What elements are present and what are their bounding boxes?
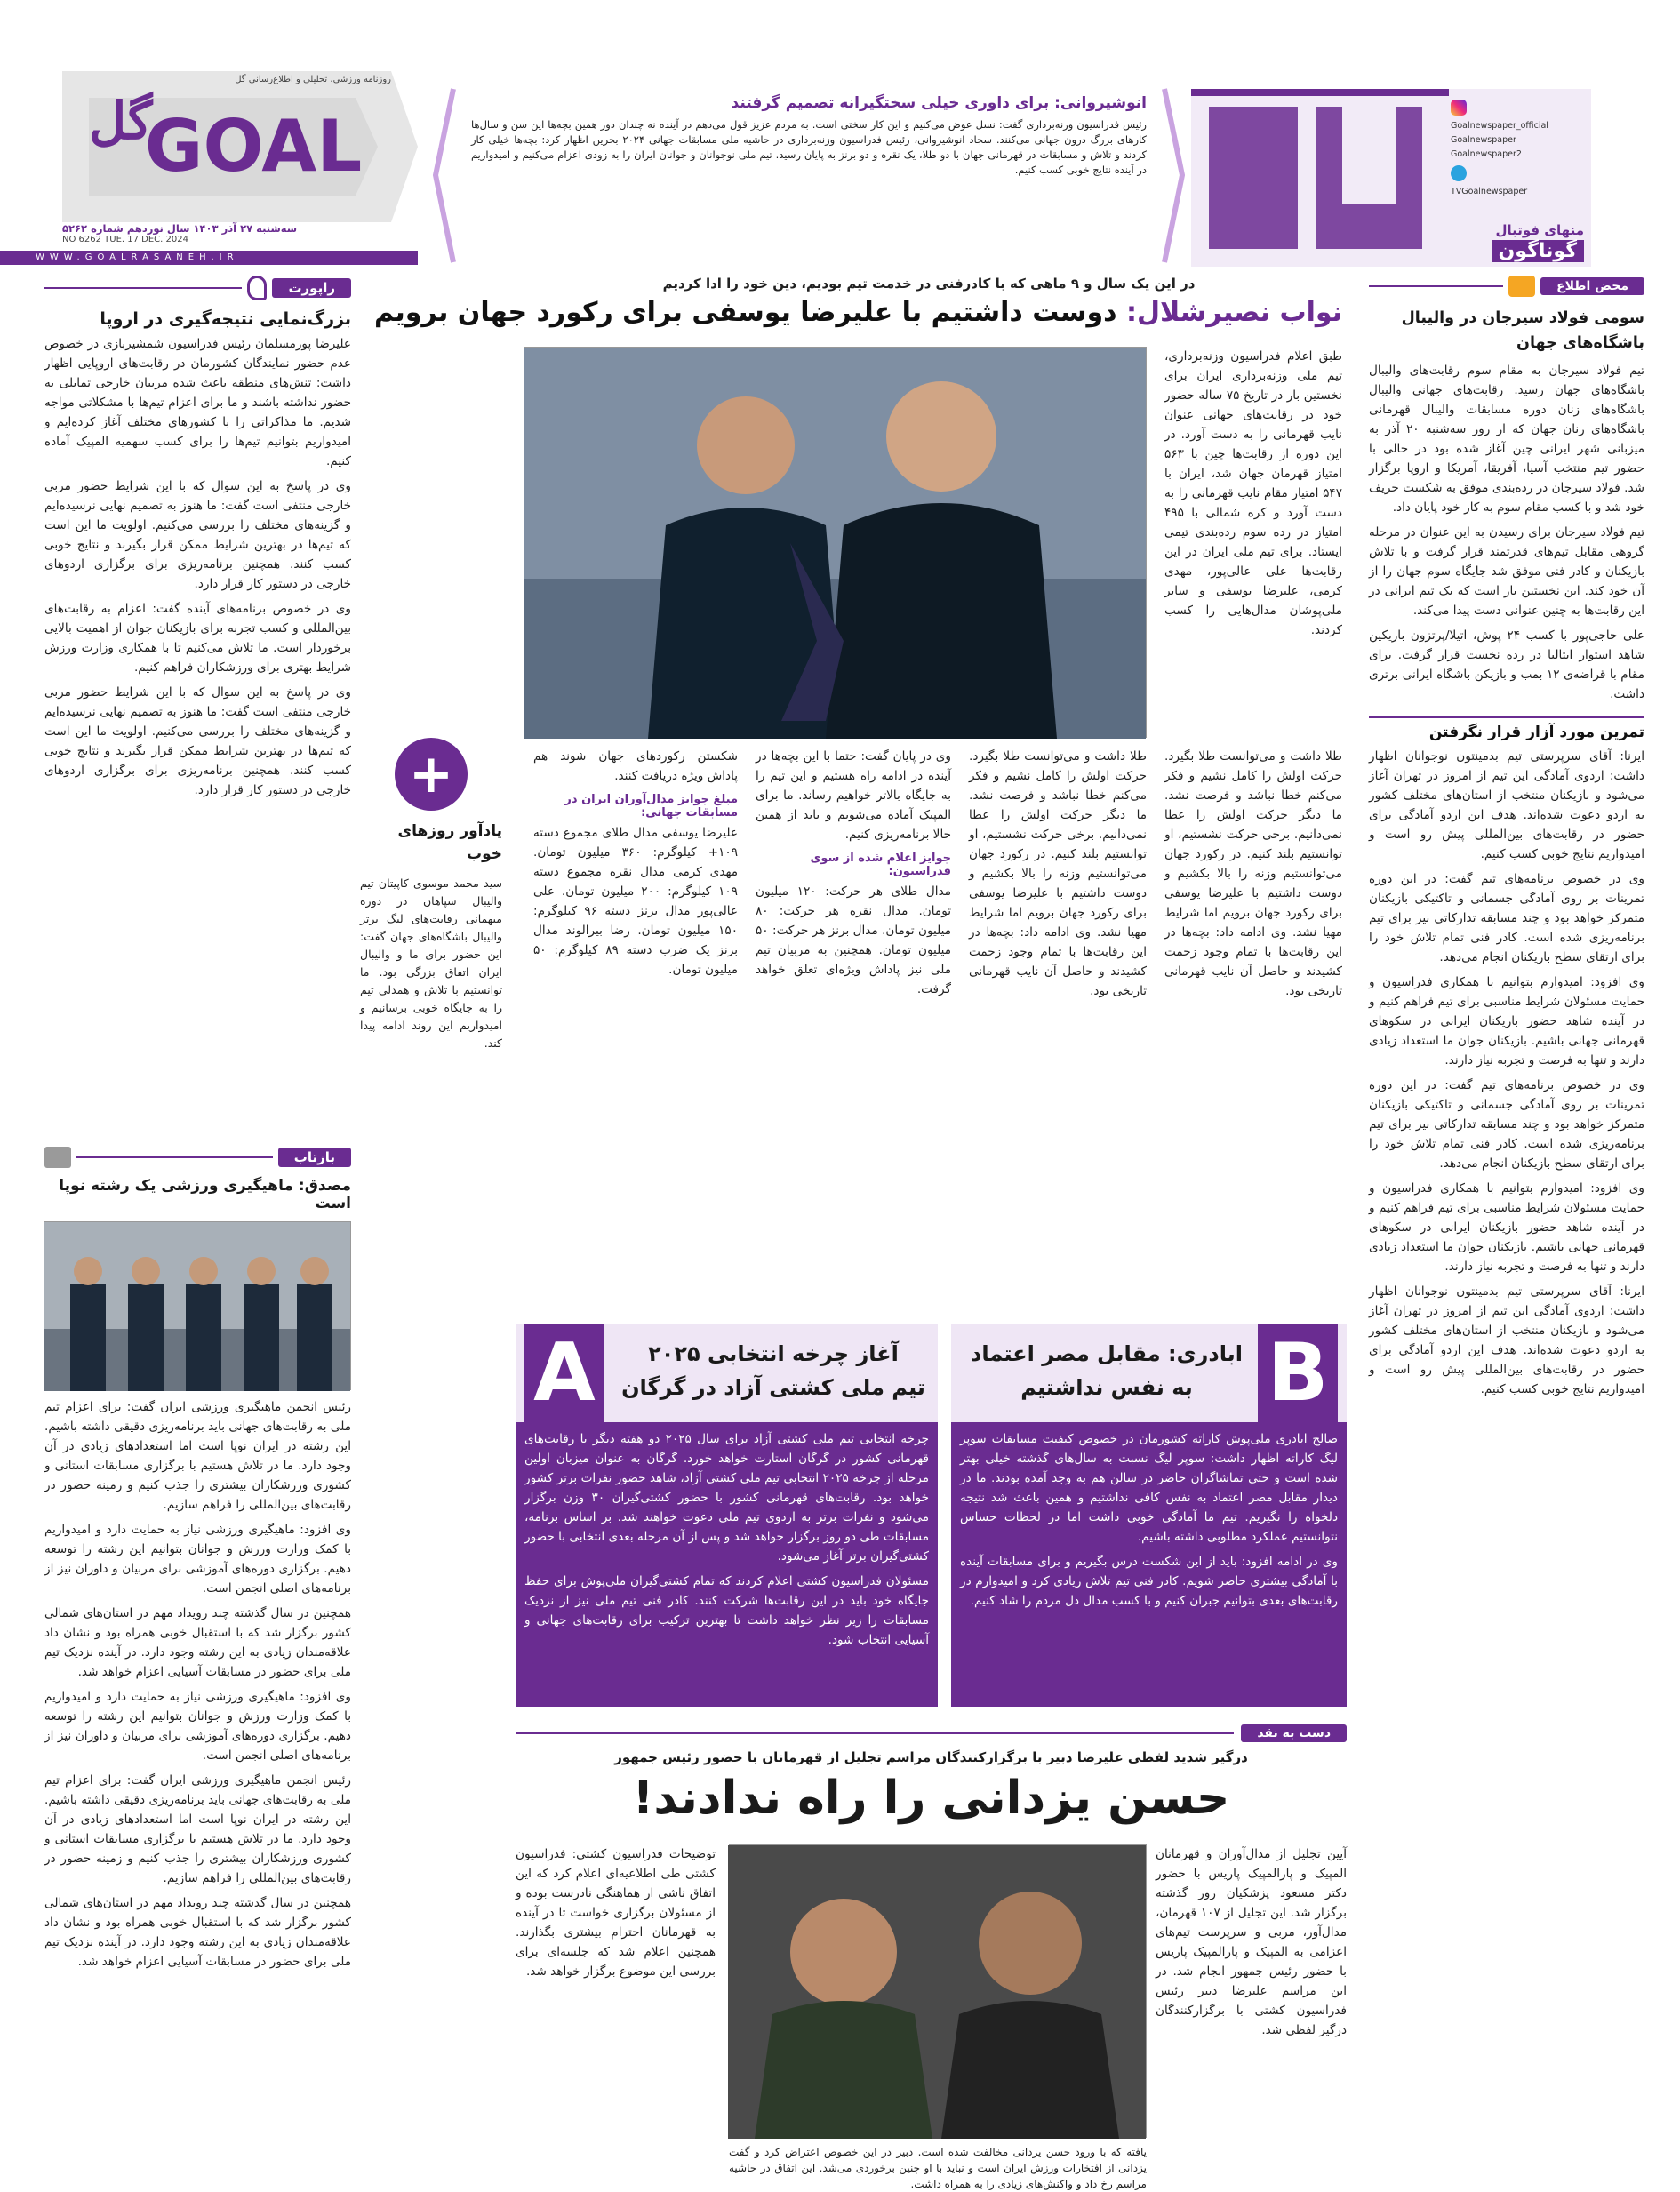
- story-b-body-box: [951, 1422, 1347, 1707]
- logo-fa: گل: [89, 91, 153, 151]
- tagline: روزنامه ورزشی، تحلیلی و اطلاع‌رسانی گل: [235, 75, 391, 84]
- wrestlers-photo: [728, 1845, 1146, 2139]
- paragraph: وی افزود: ماهیگیری ورزشی نیاز به حمایت دارد و امیدواریم با کمک وزارت ورزش و جوانان بتوانیم این رشته را توسعه دهیم. برگزاری دوره‌های آموزشی برای مربیان و داوران نیز از برنامه‌های اصلی انجمن است.: [44, 1690, 351, 1763]
- paragraph: رئیس انجمن ماهیگیری ورزشی ایران گفت: برای اعزام تیم ملی به رقابت‌های جهانی باید برنامه‌ریزی دقیقی داشته باشیم. این رشته در ایران نوپا است اما استعدادهای زیادی در آن وجود دارد. ما در تلاش هستیم با برگزاری مسابقات استانی و کشوری ورزشکاران بیشتری را جذب کنیم و زمینه حضور در رقابت‌های بین‌المللی را فراهم سازیم.: [44, 1400, 351, 1512]
- title-line: به نفس نداشتیم: [1020, 1375, 1193, 1400]
- story-b: [951, 1324, 1347, 1716]
- main-col2: طلا داشت و می‌توانست طلا بگیرد. حرکت اولش را کامل نشیم و فکر می‌کنم خطا نباشد و فرصت نشد. ما دیگر حرکت اولش را عطا نمی‌دانیم. برخی حرکت نشستیم، او توانستیم بلند کنیم. در رکورد جهان می‌توانستیم وزنه را بالا بکشیم و دوست داشتیم با علیرضا یوسفی برای رکورد جهان برویم اما شرایط مهیا نشد. وی ادامه داد: بچه‌ها در این رقابت‌ها با تمام وجود زحمت کشیدند و حاصل آن نایب قهرمانی تاریخی بود.: [969, 749, 1147, 998]
- article-body: [1369, 747, 1644, 1399]
- social-item: TVGoalnewspaper: [1451, 187, 1528, 196]
- paragraph: تیم فولاد سیرجان برای رسیدن به این عنوان در مرحله گروهی مقابل تیم‌های قدرتمند قرار گرفت و با تلاش بازیکنان و کادر فنی موفق شد جایگاه سوم جهان را از آن خود کند. این نخستین بار است که یک تیم ایرانی در این رقابت‌ها به چنین عنوانی دست پیدا می‌کند.: [1369, 525, 1644, 618]
- paragraph: ایرنا: آقای سرپرستی تیم بدمینتون نوجوانان اظهار داشت: اردوی آمادگی این تیم از امروز در تهران آغاز می‌شود و بازیکنان منتخب از استان‌های مختلف کشور به اردو دعوت شده‌اند. هدف این اردو آمادگی برای حضور در رقابت‌های بین‌المللی پیش رو است و امیدواریم نتایج خوبی کسب کنیم.: [1369, 1284, 1644, 1396]
- section-badge: [1191, 89, 1591, 267]
- story-b-letter: B: [1258, 1324, 1338, 1422]
- news-column-right: [1369, 276, 1644, 2169]
- section-tag: بازتاب: [278, 1148, 351, 1167]
- main-col1b: طلا داشت و می‌توانست طلا بگیرد. حرکت اولش را کامل نشیم و فکر می‌کنم خطا نباشد و فرصت نشد. ما دیگر حرکت اولش را عطا نمی‌دانیم. برخی حرکت نشستیم، او توانستیم بلند کنیم. در رکورد جهان می‌توانستیم وزنه را بالا بکشیم و دوست داشتیم با علیرضا یوسفی برای رکورد جهان برویم اما شرایط مهیا نشد. وی ادامه داد: بچه‌ها در این رقابت‌ها با تمام وجود زحمت کشیدند و حاصل آن نایب قهرمانی تاریخی بود.: [1164, 749, 1342, 998]
- bottom-col-left: توضیحات فدراسیون کشتی: فدراسیون کشتی طی اطلاعیه‌ای اعلام کرد که این اتفاق ناشی از هماهنگی نادرست بوده و از مسئولان برگزاری خواست تا در آینده به قهرمانان احترام بیشتری بگذارند. همچنین اعلام شد که جلسه‌ای برای بررسی این موضوع برگزار خواهد شد.: [516, 1847, 716, 1979]
- paragraph: ایرنا: آقای سرپرستی تیم بدمینتون نوجوانان اظهار داشت: اردوی آمادگی این تیم از امروز در تهران آغاز می‌شود و بازیکنان منتخب از استان‌های مختلف کشور به اردو دعوت شده‌اند. هدف این اردو آمادگی برای حضور در رقابت‌های بین‌المللی پیش رو است و امیدواریم نتایج خوبی کسب کنیم.: [1369, 749, 1644, 861]
- section-tag: محض اطلاع: [1540, 277, 1644, 295]
- image-icon: [44, 1147, 71, 1168]
- top-news-body: رئیس فدراسیون وزنه‌برداری گفت: نسل عوض می‌کنیم و این کار سختی است. به مردم عزیز قول می‌دهم در آینده نه چندان دور همین بچه‌ها این سن و سال‌ها کارهای بزرگ درون جهانی می‌کنند. سجاد انوشیروانی، رئیس فدراسیون وزنه‌برداری در حاشیه ملی مسابقات جهانی ۲۰۲۴ بحرین اظهار کرد: بچه‌ها خیلی کار کردند و تلاش و مسابقات در قهرمانی جهان با دو طلا، یک نقره و دو برنز به پایان رسید. تیم ملی نوجوانان و جوانان ایران را به زودی اعزام می‌کنیم و امیدواریم در آینده نتایج خوبی کسب کنیم.: [471, 118, 1147, 176]
- main-headline: [373, 297, 1342, 328]
- story-b-body2: وی در ادامه افزود: باید از این شکست درس بگیریم و برای مسابقات آینده با آمادگی بیشتری حاضر شویم. کادر فنی تیم تلاش زیادی کرد و امیدوارم در رقابت‌های بعدی بتوانیم جبران کنیم و با کسب مدال دل مردم را شاد کنیم.: [960, 1555, 1338, 1608]
- paragraph: وی در پاسخ به این سوال که با این شرایط حضور مربی خارجی منتفی است گفت: ما هنوز به تصمیم نهایی نرسیده‌ایم و گزینه‌های مختلف را بررسی می‌کنیم. اولویت ما این است که تیم‌ها در بهترین شرایط ممکن قرار بگیرند و نتایج خوبی کسب کنند. همچنین برنامه‌ریزی برای برگزاری اردوهای خارجی در دستور کار قرار دارد.: [44, 685, 351, 797]
- bottom-headline: حسن یزدانی را راه ندادند!: [632, 1772, 1230, 1825]
- story-a: [516, 1324, 938, 1716]
- story-b-title: [964, 1337, 1249, 1404]
- story-b-body: صالح ابادری ملی‌پوش کاراته کشورمان در خصوص کیفیت مسابقات سوپر لیگ کاراته اظهار داشت: سوپر لیگ نسبت به سال‌های گذشته خیلی بهتر شده است و حتی تماشاگران حاضر در سالن هم به وجد آمده بودند. ما در دیدار مقابل مصر اعتماد به نفس کافی نداشتیم و همین باعث شد نتیجه دلخواه را نگیریم. تیم ما آمادگی خوبی داشت اما در لحظات حساس نتوانستیم عملکرد مطلوبی داشته باشیم.: [960, 1432, 1338, 1544]
- top-news-headline: انوشیروانی: برای داوری خیلی سختگیرانه تصمیم گرفتند: [731, 94, 1147, 112]
- top-news-box: [436, 89, 1182, 262]
- memorial-column: [360, 738, 502, 1316]
- bottom-photo: [729, 1844, 1147, 2138]
- masthead-date-bar: [62, 222, 418, 251]
- megaphone-icon: [1508, 276, 1535, 297]
- col4-box: علیرضا یوسفی مدال طلای مجموع دسته ۱۰۹+ کیلوگرم: ۳۶۰ میلیون تومان. مهدی کرمی مدال نقره مجموع دسته ۱۰۹ کیلوگرم: ۲۰۰ میلیون تومان. علی عالی‌پور مدال برنز دسته ۹۶ کیلوگرم: ۱۵۰ میلیون تومان. رضا بیرالوند مدال برنز یک ضرب دسته ۸۹ کیلوگرم: ۵۰ میلیون تومان.: [533, 826, 738, 977]
- website: WWW.GOALRASANEH.IR: [36, 252, 239, 262]
- paragraph: وی افزود: امیدوارم بتوانیم با همکاری فدراسیون و حمایت مسئولان شرایط مناسبی برای تیم فراهم کنیم و در آینده شاهد حضور بازیکنان ایرانی در سکوهای قهرمانی جهانی باشیم. بازیکنان جوان ما استعداد زیادی دارند و تنها به فرصت و تجربه نیاز دارند.: [1369, 975, 1644, 1068]
- main-photo: [524, 347, 1147, 738]
- section-title: گوناگون: [1492, 240, 1584, 262]
- paragraph: علیرضا پورمسلمان رئیس فدراسیون شمشیربازی در خصوص عدم حضور نمایندگان کشورمان در رقابت‌های اروپایی اظهار داشت: تنش‌های منطقه باعث شده مربیان خارجی تمایلی به حضور نداشته باشند و ما برای اعزام تیم‌ها با مشکلاتی مواجه شدیم. ما مذاکراتی را با کشورهای مختلف آغاز کرده‌ایم و امیدواریم بتوانیم تیم‌ها را برای کسب سهمیه المپیک آماده کنیم.: [44, 337, 351, 468]
- paragraph: وی در خصوص برنامه‌های تیم گفت: در این دوره تمرینات بر روی آمادگی جسمانی و تاکتیکی بازیکنان متمرکز خواهد بود و چند مسابقه تدارکاتی نیز برای تیم برنامه‌ریزی شده است. کادر فنی تمام تلاش خود را برای ارتقای سطح بازیکنان انجام می‌دهد.: [1369, 1078, 1644, 1171]
- section-tag: راپورت: [272, 278, 351, 298]
- article-body: [44, 334, 351, 800]
- story-b-header: [951, 1324, 1347, 1422]
- website-bar: [0, 251, 418, 265]
- headline-part2: دوست داشتیم با علیرضا یوسفی برای رکورد جهان برویم: [373, 297, 1117, 328]
- main-col1: طبق اعلام فدراسیون وزنه‌برداری، تیم ملی وزنه‌برداری ایران برای نخستین بار در تاریخ ۷۵ ساله حضور خود در رقابت‌های جهانی عنوان نایب قهرمانی را به دست آورد. در این دوره از رقابت‌ها چین با ۵۶۳ امتیاز قهرمان جهان شد، ایران با ۵۴۷ امتیاز مقام نایب قهرمانی را به دست آورد و کره شمالی با ۴۹۵ امتیاز در رده سوم رده‌بندی تیمی ایستاد. برای تیم ملی ایران در این رقابت‌ها علی عالی‌پور، مهدی کرمی، علیرضا یوسفی و سایر ملی‌پوشان مدال‌هایی را کسب کردند.: [1164, 349, 1342, 637]
- article-headline: مصدق: ماهیگیری ورزشی یک رشته نوپا است: [59, 1177, 351, 1212]
- paragraph: وی در پاسخ به این سوال که با این شرایط حضور مربی خارجی منتفی است گفت: ما هنوز به تصمیم نهایی نرسیده‌ایم و گزینه‌های مختلف را بررسی می‌کنیم. اولویت ما این است که تیم‌ها در بهترین شرایط ممکن قرار بگیرند و نتایج خوبی کسب کنند. همچنین برنامه‌ریزی برای برگزاری اردوهای خارجی در دستور کار قرار دارد.: [44, 479, 351, 591]
- logo: [62, 71, 418, 222]
- date-fa: سه‌شنبه ۲۷ آذر ۱۴۰۳ سال نوزدهم شماره ۵۲۶۲: [62, 222, 298, 235]
- baztab-section: [44, 1147, 351, 2169]
- plus-icon: +: [395, 738, 468, 811]
- story-a-body-box: [516, 1422, 938, 1707]
- paragraph: وی در خصوص برنامه‌های تیم گفت: در این دوره تمرینات بر روی آمادگی جسمانی و تاکتیکی بازیکنان متمرکز خواهد بود و چند مسابقه تدارکاتی نیز برای تیم برنامه‌ریزی شده است. کادر فنی تمام تلاش خود را برای ارتقای سطح بازیکنان انجام می‌دهد.: [1369, 872, 1644, 964]
- team-photo: [44, 1222, 350, 1391]
- title-line: آغاز چرخه انتخابی ۲۰۲۵: [648, 1341, 899, 1366]
- title-line: تیم ملی کشتی آزاد در گرگان: [621, 1375, 925, 1400]
- paragraph: همچنین در سال گذشته چند رویداد مهم در استان‌های شمالی کشور برگزار شد که با استقبال خوبی همراه بود و نشان داد علاقه‌مندان زیادی به این رشته وجود دارد. در آینده نزدیک تیم ملی برای حضور در مسابقات آسیایی اعزام خواهد شد.: [44, 1896, 351, 1969]
- social-item: Goalnewspaper_official: [1451, 121, 1548, 131]
- tag-baztab: [44, 1147, 351, 1168]
- paragraph: وی در خصوص برنامه‌های آینده گفت: اعزام به رقابت‌های بین‌المللی و کسب تجربه برای بازیکنان جوان از اهمیت بالایی برخوردار است. ما تلاش می‌کنیم تا با همکاری وزارت ورزش شرایط بهتری برای ورزشکاران فراهم کنیم.: [44, 602, 351, 675]
- bottom-col-caption: یافته که با ورود حسن یزدانی مخالفت شده است. دبیر در این خصوص اعتراض کرد و گفت یزدانی از افتخارات ورزش ایران است و نباید با او چنین برخوردی می‌شد. این اتفاق در حاشیه مراسم رخ داد و واکنش‌های زیادی را به همراه داشت.: [729, 2146, 1147, 2190]
- bottom-kicker: درگیر شدید لفظی علیرضا دبیر با برگزارکنندگان مراسم تجلیل از قهرمانان با حضور رئیس جمهور: [614, 1749, 1248, 1765]
- story-a-body2: مسئولان فدراسیون کشتی اعلام کردند که تمام کشتی‌گیران ملی‌پوش برای حفظ جایگاه خود باید در این رقابت‌ها شرکت کنند. کادر فنی تیم ملی نیز از نزدیک مسابقات را زیر نظر خواهد داشت تا بهترین ترکیب برای رقابت‌های جهانی و آسیایی انتخاب شود.: [524, 1574, 929, 1647]
- bottom-story: [516, 1724, 1347, 2190]
- paragraph: وی افزود: ماهیگیری ورزشی نیاز به حمایت دارد و امیدواریم با کمک وزارت ورزش و جوانان بتوانیم این رشته را توسعه دهیم. برگزاری دوره‌های آموزشی برای مربیان و داوران نیز از برنامه‌های اصلی انجمن است.: [44, 1523, 351, 1596]
- title-line: ابادری: مقابل مصر اعتماد: [971, 1341, 1243, 1366]
- tag-mahz-etela: [1369, 276, 1644, 297]
- story-a-header: [516, 1324, 938, 1422]
- social-item: Goalnewspaper: [1451, 135, 1516, 145]
- svg-text:GOAL: GOAL: [144, 105, 363, 188]
- athletes-photo: [524, 348, 1146, 739]
- subhead-tamrin: تمرین مورد آزار قرار نگرفتن: [1369, 716, 1644, 741]
- tag-raport: [44, 276, 351, 300]
- story-a-body: چرخه انتخابی تیم ملی کشتی آزاد برای سال ۲۰۲۵ دو هفته دیگر با رقابت‌های قهرمانی کشور در گرگان استارت خواهد خورد. گرگان به عنوان میزبان اولین مرحله از چرخه ۲۰۲۵ انتخابی تیم ملی کشتی آزاد، شاهد حضور نفرات برتر کشور خواهد بود. رقابت‌های قهرمانی کشور با حضور کشتی‌گیران ۳۰ وزن برگزار می‌شود و نفرات برتر به اردوی تیم ملی دعوت خواهند شد. بر اساس برنامه، مسابقات طی دو روز برگزار خواهد شد و پس از آن مرحله بعدی انتخابی با حضور کشتی‌گیران برتر آغاز می‌شود.: [524, 1432, 930, 1564]
- article-headline: بزرگ‌نمایی نتیجه‌گیری در اروپا: [100, 309, 351, 329]
- instagram-icon: [1451, 100, 1467, 116]
- telegram-icon: [1451, 165, 1467, 181]
- bottom-tag-row: [516, 1724, 1347, 1742]
- memorial-body: سید محمد موسوی کاپیتان تیم والیبال سپاهان در دوره میهمانی رقابت‌های لیگ برتر والیبال باشگاه‌های جهان گفت: این حضور برای ما و والیبال ایران اتفاق بزرگی بود. ما توانستیم با تلاش و همدلی تیم را به جایگاه خوبی برسانیم و امیدواریم این روند ادامه پیدا کند.: [360, 876, 502, 1050]
- main-kicker: در این یک سال و ۹ ماهی که با کادرفنی در خدمت تیم بودیم، دین خود را ادا کردیم: [662, 276, 1196, 292]
- date-en: NO 6262 TUE. 17 DEC. 2024: [62, 235, 188, 244]
- article-headline: سومی فولاد سیرجان در والیبال باشگاه‌های جهان: [1401, 309, 1644, 352]
- main-col3: [756, 747, 951, 999]
- ear-icon: [247, 276, 267, 300]
- col4-box-title: مبلغ جوایز مدال‌آوران ایران در مسابقات جهانی:: [564, 793, 738, 820]
- bottom-col-right: آیین تجلیل از مدال‌آوران و قهرمانان المپیک و پارالمپیک پاریس با حضور دکتر مسعود پزشکیان روز گذشته برگزار شد. این تجلیل از ۱۰۷ قهرمان، مدال‌آور، مربی و سرپرست تیم‌های اعزامی به المپیک و پارالمپیک پاریس با حضور رئیس جمهور انجام شد. در این مراسم علیرضا دبیر رئیس فدراسیون کشتی با برگزارکنندگان درگیر لفظی شد.: [1156, 1847, 1347, 2037]
- fishing-team-photo: [44, 1221, 351, 1390]
- col4-text: شکستن رکوردهای جهان شوند هم پاداش ویژه دریافت کنند.: [533, 749, 738, 783]
- col3-text: وی در پایان گفت: حتما با این بچه‌ها در آینده در ادامه راه هستیم و این تیم را به جایگاه بالاتر خواهیم رساند. ما برای المپیک آماده می‌شویم و باید از همین حالا برنامه‌ریزی کنیم.: [756, 749, 951, 842]
- section-tag: دست به نقد: [1241, 1724, 1347, 1742]
- paragraph: وی افزود: امیدوارم بتوانیم با همکاری فدراسیون و حمایت مسئولان شرایط مناسبی برای تیم فراهم کنیم و در آینده شاهد حضور بازیکنان ایرانی در سکوهای قهرمانی جهانی باشیم. بازیکنان جوان ما استعداد زیادی دارند و تنها به فرصت و تجربه نیاز دارند.: [1369, 1181, 1644, 1274]
- headline-part1: نواب نصیرشلال:: [1126, 297, 1342, 328]
- story-a-title: [618, 1337, 929, 1404]
- masthead: [0, 0, 1680, 267]
- paragraph: علی حاجی‌پور با کسب ۲۴ پوش، اتیلا/پرتزون باریکین شاهد استوار ایتالیا در رده نخست قرار گرفت. برای مقام با قراضه‌ی ۱۲ بمب و بازیکن باشگاه ایرانی برتری داشت.: [1369, 628, 1645, 701]
- main-lower-cols: [516, 747, 1342, 1244]
- col3-box-title: جوایز اعلام شده از سوی فدراسیون:: [810, 852, 951, 878]
- paragraph: همچنین در سال گذشته چند رویداد مهم در استان‌های شمالی کشور برگزار شد که با استقبال خوبی همراه بود و نشان داد علاقه‌مندان زیادی به این رشته وجود دارد. در آینده نزدیک تیم ملی برای حضور در مسابقات آسیایی اعزام خواهد شد.: [44, 1606, 351, 1679]
- main-col4: [533, 747, 738, 980]
- paragraph: تیم فولاد سیرجان به مقام سوم رقابت‌های والیبال باشگاه‌های جهان رسید. رقابت‌های جهانی والیبال باشگاه‌های زنان دوره مسابقات والیبال قهرمانی باشگاه‌های زنان جهان که از روز سه‌شنبه ۲۰ آذر به میزبانی شهر ایرانی چین آغاز شده بود در حالی با حضور تیم منتخب آسیا، آفریقا، آمریکا و اروپا برگزار شد. فولاد سیرجان در رده‌بندی موفق به شکست حریف خود شد و با کسب مقام سوم به کار خود پایان داد.: [1369, 364, 1645, 515]
- section-sub: منهای فوتبال: [1495, 222, 1584, 238]
- article-body: [1369, 361, 1644, 704]
- social-item: Goalnewspaper2: [1451, 149, 1522, 159]
- paragraph: رئیس انجمن ماهیگیری ورزشی ایران گفت: برای اعزام تیم ملی به رقابت‌های جهانی باید برنامه‌ریزی دقیقی داشته باشیم. این رشته در ایران نوپا است اما استعدادهای زیادی در آن وجود دارد. ما در تلاش هستیم با برگزاری مسابقات استانی و کشوری ورزشکاران بیشتری را جذب کنیم و زمینه حضور در رقابت‌های بین‌المللی را فراهم سازیم.: [44, 1773, 351, 1885]
- memorial-title: یادآور روزهای خوب: [397, 822, 502, 863]
- social-list: [1451, 100, 1584, 199]
- col3-box: مدال طلای هر حرکت: ۱۲۰ میلیون تومان. مدال نقره هر حرکت: ۸۰ میلیون تومان. مدال برنز هر حرکت: ۵۰ میلیون تومان. همچنین به مربیان تیم ملی نیز پاداش ویژه‌ای تعلق خواهد گرفت.: [756, 884, 951, 996]
- story-a-letter: A: [524, 1324, 604, 1422]
- article-body: [44, 1397, 351, 1972]
